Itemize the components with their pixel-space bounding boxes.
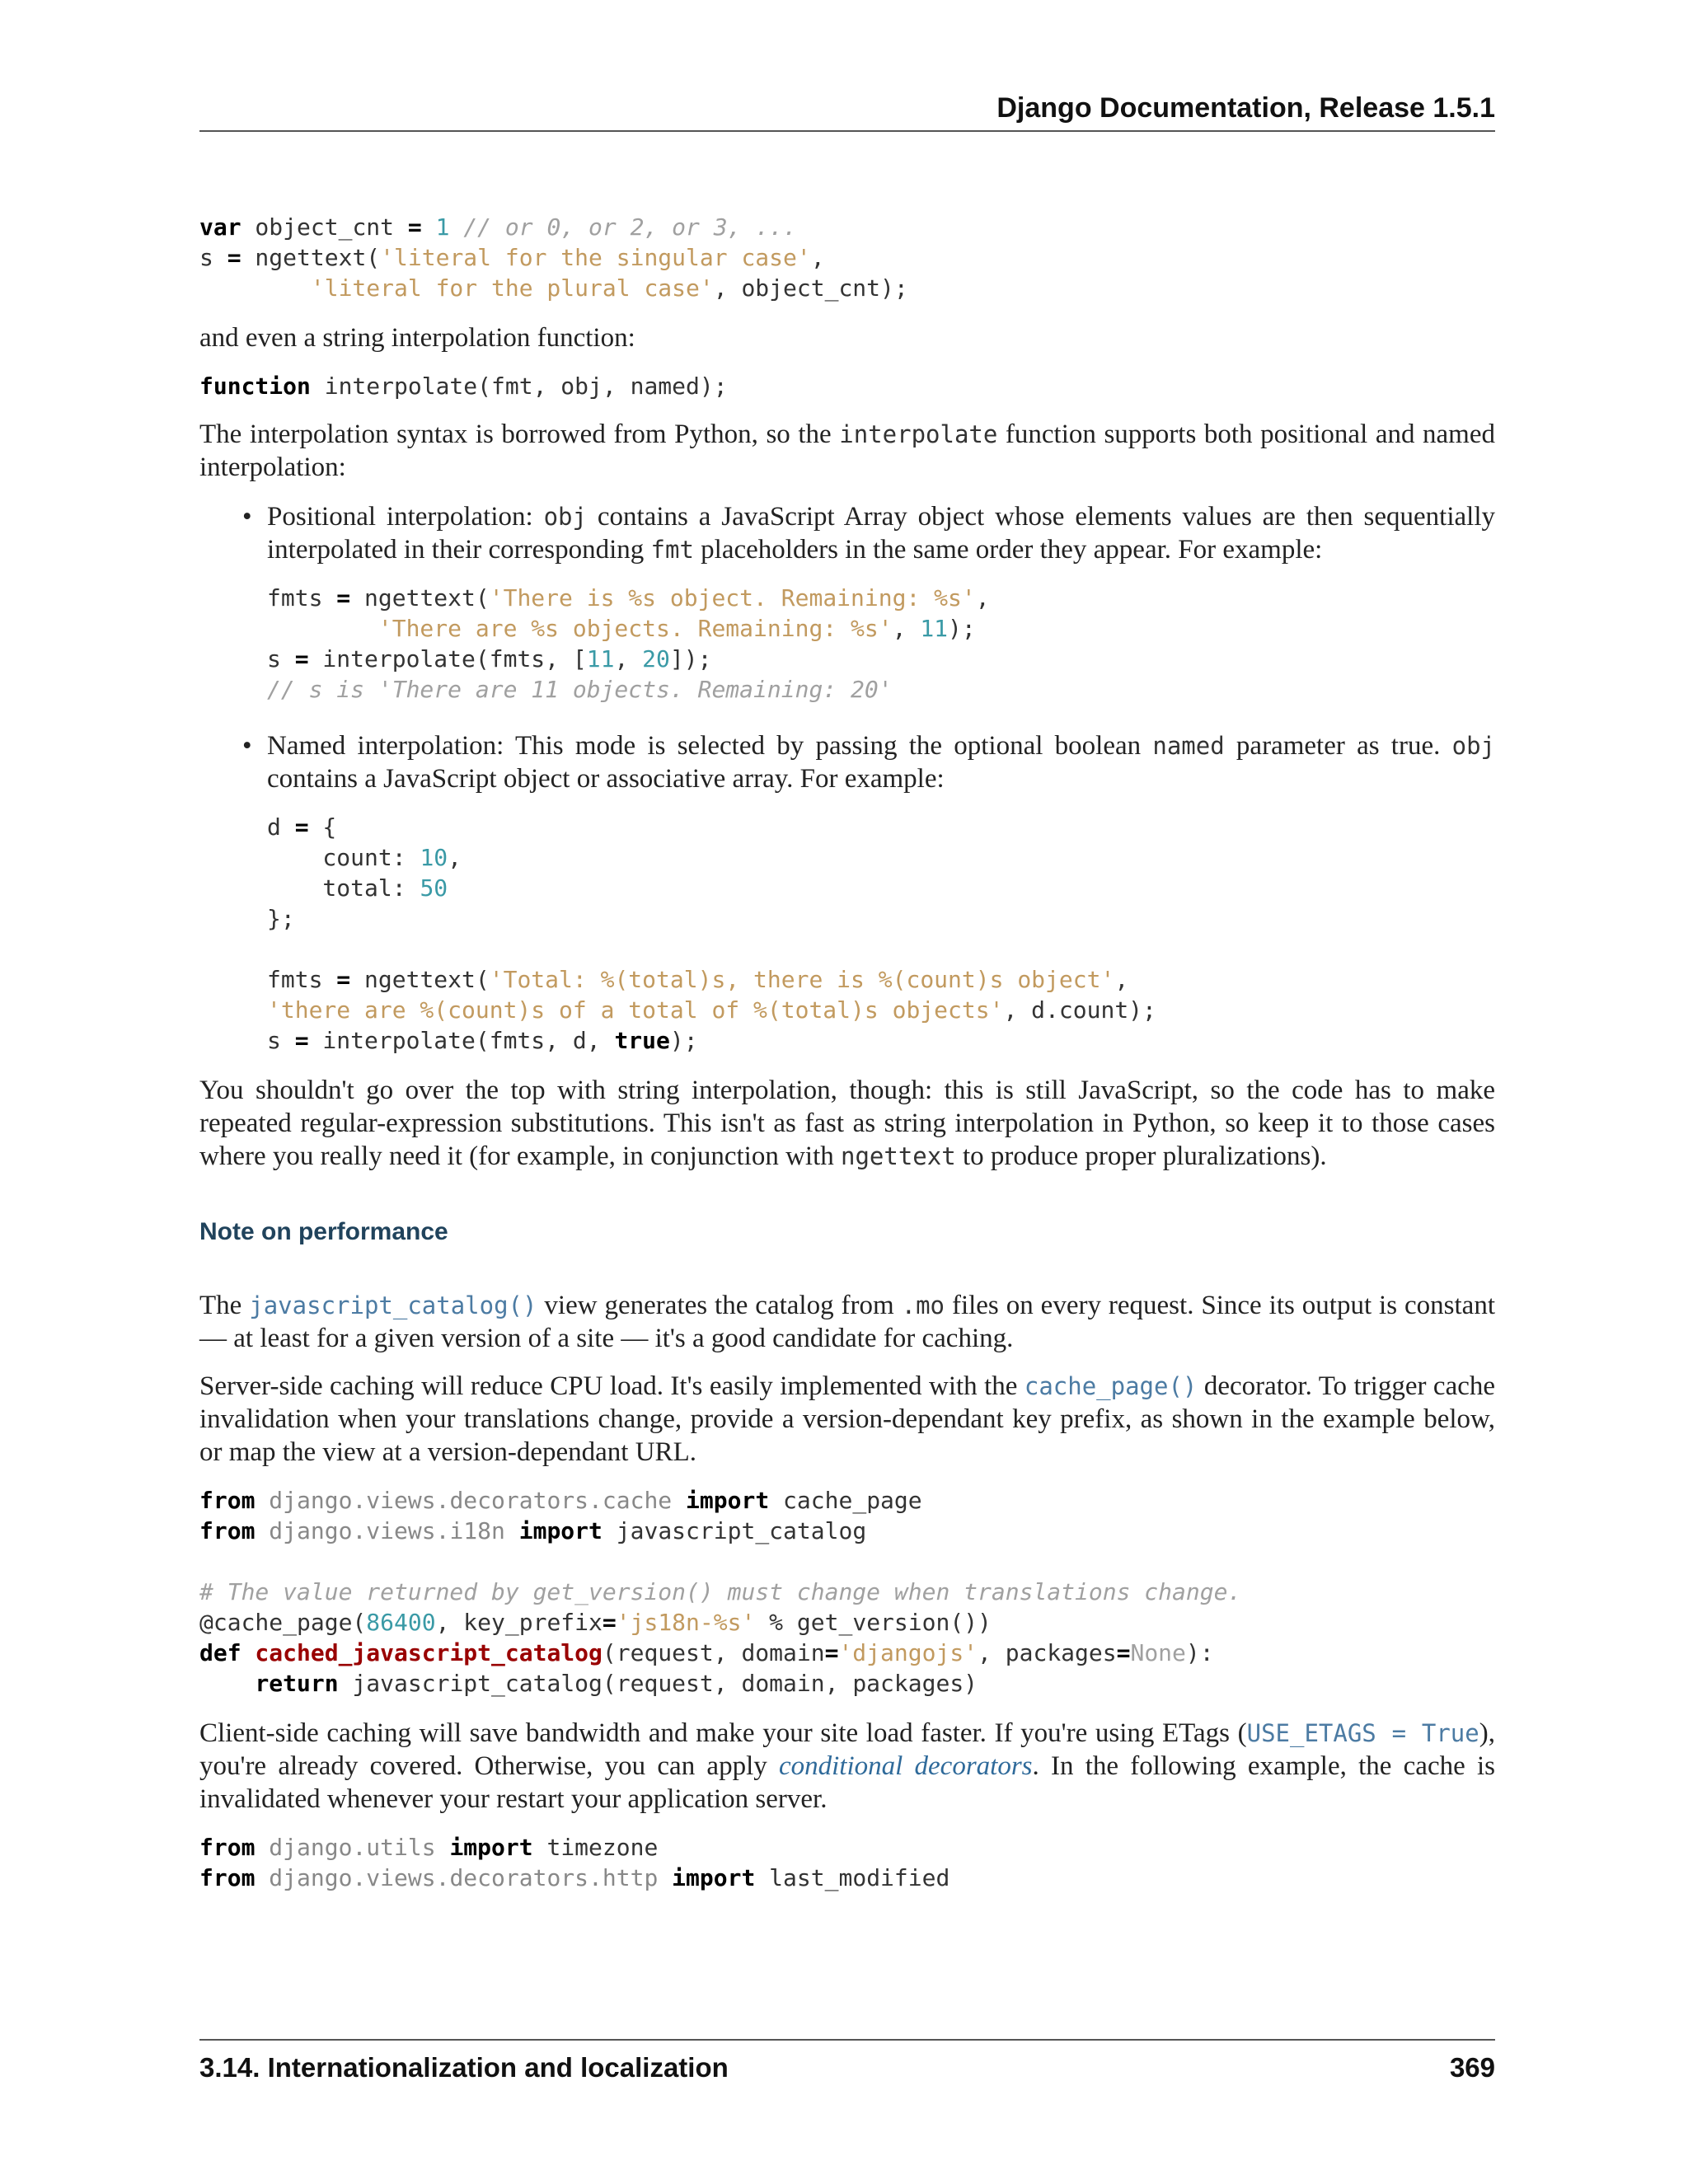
code-block-interpolate-signature <box>199 371 1495 401</box>
code-indent <box>267 615 378 642</box>
paragraph-text: Named interpolation: This mode is selected by passing the optional boolean <box>267 731 1153 761</box>
code-text: (request, domain <box>602 1639 825 1666</box>
code-text: , object_cnt); <box>713 274 908 302</box>
code-text: , <box>810 244 825 271</box>
code-text: ): <box>1185 1639 1214 1666</box>
paragraph <box>199 1370 1495 1469</box>
operator-eq: = <box>294 645 309 673</box>
code-text: ngettext( <box>350 584 490 612</box>
inline-code: obj <box>543 503 587 531</box>
code-block-server-caching <box>199 1485 1495 1699</box>
code-module: django.views.decorators.cache <box>255 1487 687 1514</box>
code-text: { <box>308 813 337 841</box>
paragraph-text: Client-side caching will save bandwidth and make your site load faster. If you're using ETags ( <box>199 1718 1247 1748</box>
code-number: 10 <box>420 844 448 871</box>
paragraph-text: decorator. To trigger cache invalidation when your translations change, provide a version-dependant key prefix, as shown in the example below, or map the view at a version-dependant URL. <box>199 1371 1496 1467</box>
link-use-etags[interactable]: USE_ETAGS = True <box>1246 1719 1479 1747</box>
keyword-import: import <box>686 1487 770 1514</box>
paragraph-text: . In the following example, the cache is invalidated whenever your restart your application server. <box>199 1751 1495 1814</box>
code-text: , <box>975 584 990 612</box>
code-string: 'js18n-%s' <box>616 1609 756 1636</box>
code-string: 'There is %s object. Remaining: %s' <box>489 584 976 612</box>
code-module: django.views.i18n <box>255 1517 519 1544</box>
code-text: , packages <box>978 1639 1117 1666</box>
code-text: s <box>267 1027 295 1054</box>
paragraph-text: function supports both positional and named interpolation: <box>199 419 1495 482</box>
code-text: ngettext( <box>350 966 490 993</box>
code-block-client-caching <box>199 1832 1495 1893</box>
operator-eq: = <box>824 1639 839 1666</box>
code-module: django.utils <box>255 1834 450 1861</box>
code-number: 11 <box>586 645 615 673</box>
keyword-def: def <box>199 1639 241 1666</box>
keyword-return: return <box>255 1670 339 1697</box>
keyword-from: from <box>199 1864 256 1891</box>
code-block-positional-example <box>267 583 1495 705</box>
code-text: timezone <box>532 1834 659 1861</box>
code-text: interpolate(fmts, d, <box>308 1027 615 1054</box>
keyword-var: var <box>199 213 241 241</box>
code-indent <box>199 1670 255 1697</box>
keyword-import: import <box>518 1517 603 1544</box>
paragraph-text: ), you're already covered. Otherwise, you can apply <box>199 1718 1495 1781</box>
code-text: ); <box>948 615 976 642</box>
list-item-named <box>242 729 1496 1056</box>
code-comment: // or 0, or 2, or 3, ... <box>463 213 797 241</box>
paragraph-text: parameter as true. <box>1224 731 1452 761</box>
code-text: ngettext( <box>241 244 381 271</box>
code-text: javascript_catalog(request, domain, packages) <box>338 1670 978 1697</box>
paragraph <box>199 1717 1495 1816</box>
keyword-from: from <box>199 1487 256 1514</box>
code-text: s <box>267 645 295 673</box>
code-none: None <box>1130 1639 1186 1666</box>
paragraph-text: view generates the catalog from <box>537 1291 902 1320</box>
paragraph-text: contains a JavaScript Array object whose elements values are then sequentially interpolated in their corresponding <box>267 502 1495 565</box>
paragraph-text: files on every request. Since its output is constant — at least for a given version of a site — it's a good candidate for caching. <box>199 1291 1495 1353</box>
code-string: 'There are %s objects. Remaining: %s' <box>377 615 893 642</box>
keyword-from: from <box>199 1517 256 1544</box>
keyword-function: function <box>199 373 311 400</box>
operator-eq: = <box>407 213 422 241</box>
code-block-named-example <box>267 812 1495 1056</box>
inline-code: .mo <box>901 1291 945 1319</box>
code-block-ngettext <box>199 212 1495 303</box>
link-cache-page[interactable]: cache_page() <box>1024 1372 1198 1400</box>
code-text: }; <box>267 905 295 932</box>
paragraph-text: Server-side caching will reduce CPU load. It's easily implemented with the <box>199 1371 1025 1401</box>
keyword-true: true <box>614 1027 670 1054</box>
operator-eq: = <box>294 813 309 841</box>
page-footer <box>199 2039 1495 2090</box>
paragraph: and even a string interpolation function: <box>199 323 635 353</box>
code-number: 50 <box>420 874 448 902</box>
inline-code: interpolate <box>839 420 998 448</box>
code-text: d <box>267 813 295 841</box>
paragraph-text: placeholders in the same order they appear. For example: <box>693 535 1323 565</box>
section-heading: Note on performance <box>199 1218 448 1245</box>
list-item-text <box>267 500 1495 566</box>
operator-eq: = <box>294 1027 309 1054</box>
page-content <box>199 212 1495 1893</box>
code-text: , <box>1114 966 1129 993</box>
header-title: Django Documentation, Release 1.5.1 <box>996 92 1495 124</box>
code-text: count: <box>267 844 420 871</box>
paragraph-text: Positional interpolation: <box>267 502 544 532</box>
code-text: cache_page <box>769 1487 922 1514</box>
inline-code: ngettext <box>841 1142 956 1170</box>
operator-eq: = <box>227 244 241 271</box>
code-text: , d.count); <box>1003 996 1156 1024</box>
operator-eq: = <box>1116 1639 1131 1666</box>
paragraph <box>199 418 1495 484</box>
code-indent <box>199 274 311 302</box>
code-text: total: <box>267 874 420 902</box>
code-text: ); <box>669 1027 698 1054</box>
inline-code: named <box>1152 732 1225 760</box>
code-text: interpolate(fmts, [ <box>308 645 587 673</box>
inline-code: obj <box>1451 732 1496 760</box>
keyword-from: from <box>199 1834 256 1861</box>
code-number: 1 <box>421 213 464 241</box>
code-number: 20 <box>642 645 670 673</box>
bullet-point: • <box>242 502 252 532</box>
keyword-import: import <box>449 1834 533 1861</box>
paragraph-text: to produce proper pluralizations). <box>955 1141 1327 1171</box>
code-text: s <box>199 244 227 271</box>
document-page <box>199 0 1495 2184</box>
code-string: 'literal for the plural case' <box>310 274 714 302</box>
code-text: % get_version()) <box>755 1609 992 1636</box>
paragraph-text: You shouldn't go over the top with string interpolation, though: this is still JavaScript, so the code has to make repeated regular-expression substitutions. This isn't as fast as string interpolation in Python, so keep it to those cases where you really need it (for example, in conjunction with <box>199 1076 1495 1171</box>
paragraph-text: contains a JavaScript object or associative array. For example: <box>267 764 945 794</box>
operator-eq: = <box>336 966 351 993</box>
code-comment: // s is 'There are 11 objects. Remaining: 20' <box>267 676 893 703</box>
operator-eq: = <box>602 1609 617 1636</box>
code-decorator: @cache_page( <box>199 1609 367 1636</box>
operator-eq: = <box>336 584 351 612</box>
code-module: django.views.decorators.http <box>255 1864 673 1891</box>
code-string: 'Total: %(total)s, there is %(count)s object' <box>489 966 1115 993</box>
code-number: 86400 <box>366 1609 436 1636</box>
code-text: object_cnt <box>241 213 408 241</box>
code-text: fmts <box>267 584 337 612</box>
code-text: ]); <box>669 645 712 673</box>
paragraph <box>199 1289 1495 1355</box>
inline-code: fmt <box>650 536 694 564</box>
page-header <box>199 92 1495 132</box>
code-string: 'there are %(count)s of a total of %(total)s objects' <box>267 996 1004 1024</box>
bullet-point: • <box>242 731 252 761</box>
list-item-text <box>267 729 1495 795</box>
code-text: , <box>614 645 643 673</box>
code-text: interpolate(fmt, obj, named); <box>310 373 728 400</box>
paragraph <box>199 1074 1495 1173</box>
code-comment: # The value returned by get_version() must change when translations change. <box>199 1578 1242 1605</box>
keyword-import: import <box>672 1864 756 1891</box>
code-number: 11 <box>920 615 949 642</box>
code-function-name: cached_javascript_catalog <box>241 1639 603 1666</box>
list-item-positional <box>242 500 1495 705</box>
code-text: fmts <box>267 966 337 993</box>
footer-section-title: 3.14. Internationalization and localization <box>199 2052 729 2083</box>
code-text: last_modified <box>755 1864 950 1891</box>
code-text: javascript_catalog <box>602 1517 867 1544</box>
footer-page-number: 369 <box>1449 2052 1495 2083</box>
code-text: , <box>448 844 462 871</box>
code-string: 'literal for the singular case' <box>380 244 811 271</box>
code-text: , key_prefix <box>435 1609 603 1636</box>
paragraph-text: The <box>199 1291 250 1320</box>
link-javascript-catalog[interactable]: javascript_catalog() <box>249 1291 537 1319</box>
code-string: 'djangojs' <box>838 1639 978 1666</box>
code-text: , <box>892 615 921 642</box>
paragraph-text: The interpolation syntax is borrowed from Python, so the <box>199 419 840 449</box>
link-conditional-decorators[interactable]: conditional decorators <box>778 1751 1033 1781</box>
